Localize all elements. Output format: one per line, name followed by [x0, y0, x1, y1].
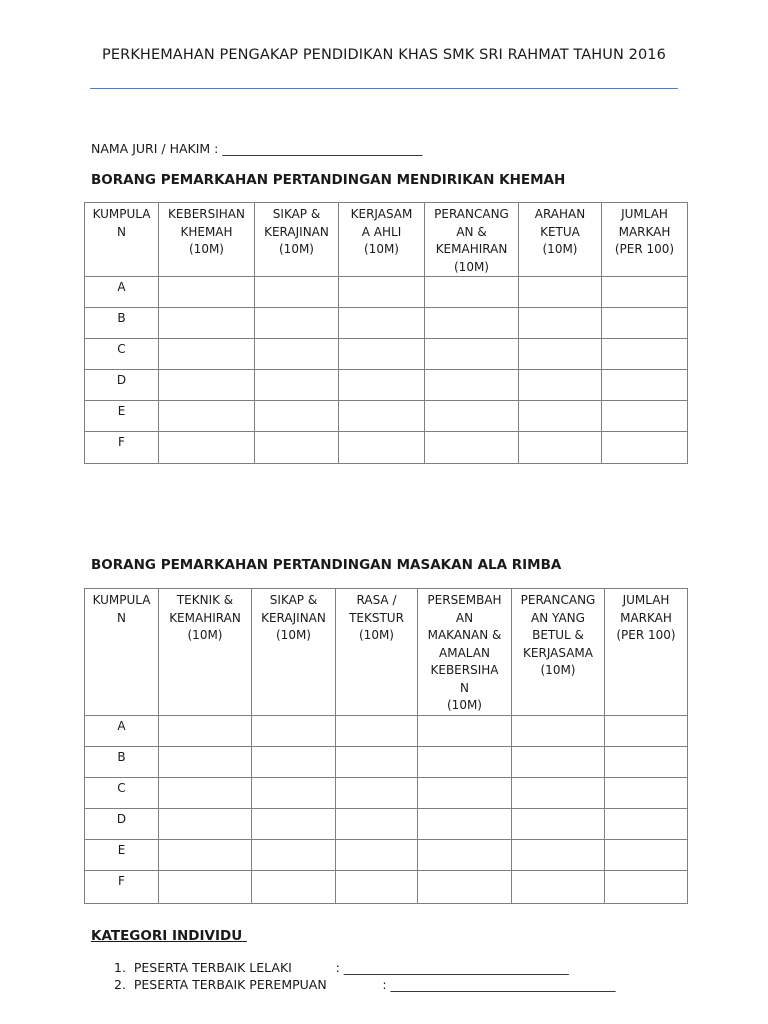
judge-name-line: NAMA JURI / HAKIM : ________________________________ [91, 141, 423, 156]
score-cell[interactable] [519, 339, 602, 370]
score-cell[interactable] [418, 746, 512, 777]
score-cell[interactable] [418, 715, 512, 746]
score-cell[interactable] [339, 370, 425, 401]
score-cell[interactable] [336, 777, 418, 808]
individual-category-list [114, 959, 616, 993]
group-label: E [85, 839, 159, 870]
total-cell[interactable] [605, 839, 688, 870]
group-label: D [85, 370, 159, 401]
score-cell[interactable] [159, 370, 255, 401]
form2-header-presentation: PERSEMBAH AN MAKANAN & AMALAN KEBERSIHA N (10M) [418, 589, 512, 716]
form2-header-taste: RASA / TEKSTUR (10M) [336, 589, 418, 716]
table-row [85, 370, 688, 401]
score-cell[interactable] [255, 277, 339, 308]
total-cell[interactable] [602, 401, 688, 432]
form2-header-total: JUMLAH MARKAH (PER 100) [605, 589, 688, 716]
score-cell[interactable] [512, 808, 605, 839]
score-cell[interactable] [336, 808, 418, 839]
score-cell[interactable] [159, 746, 252, 777]
score-cell[interactable] [339, 432, 425, 464]
form1-header-cleanliness: KEBERSIHAN KHEMAH (10M) [159, 203, 255, 277]
score-cell[interactable] [512, 715, 605, 746]
score-cell[interactable] [252, 777, 336, 808]
score-cell[interactable] [418, 839, 512, 870]
score-cell[interactable] [519, 401, 602, 432]
list-item: 2. PESERTA TERBAIK PEREMPUAN : ____________________________________ [114, 977, 616, 992]
individual-category-heading: KATEGORI INDIVIDU [91, 928, 247, 944]
form2-header-planning: PERANCANG AN YANG BETUL & KERJASAMA (10M) [512, 589, 605, 716]
score-cell[interactable] [159, 715, 252, 746]
form1-header-attitude: SIKAP & KERAJINAN (10M) [255, 203, 339, 277]
form1-header-leader: ARAHAN KETUA (10M) [519, 203, 602, 277]
score-cell[interactable] [512, 746, 605, 777]
form1-header-planning: PERANCANG AN & KEMAHIRAN (10M) [425, 203, 519, 277]
score-cell[interactable] [519, 308, 602, 339]
total-cell[interactable] [602, 370, 688, 401]
group-label: B [85, 746, 159, 777]
score-cell[interactable] [159, 777, 252, 808]
score-cell[interactable] [519, 370, 602, 401]
table-row [85, 715, 688, 746]
score-cell[interactable] [159, 839, 252, 870]
form1-header-teamwork: KERJASAM A AHLI (10M) [339, 203, 425, 277]
list-item: 1. PESERTA TERBAIK LELAKI : ____________________________________ [114, 960, 569, 975]
score-cell[interactable] [425, 277, 519, 308]
group-label: F [85, 432, 159, 464]
total-cell[interactable] [602, 339, 688, 370]
score-cell[interactable] [159, 401, 255, 432]
score-cell[interactable] [252, 808, 336, 839]
form2-header-attitude: SIKAP & KERAJINAN (10M) [252, 589, 336, 716]
total-cell[interactable] [605, 746, 688, 777]
group-label: E [85, 401, 159, 432]
form1-header-row [85, 203, 688, 277]
score-cell[interactable] [159, 277, 255, 308]
score-cell[interactable] [159, 308, 255, 339]
form2-score-table [84, 588, 688, 904]
form1-header-group: KUMPULA N [85, 203, 159, 277]
total-cell[interactable] [605, 870, 688, 903]
group-label: F [85, 870, 159, 903]
score-cell[interactable] [418, 777, 512, 808]
group-label: A [85, 277, 159, 308]
score-cell[interactable] [339, 339, 425, 370]
title-divider [90, 88, 678, 89]
score-cell[interactable] [418, 870, 512, 903]
score-cell[interactable] [339, 401, 425, 432]
form2-header-technique: TEKNIK & KEMAHIRAN (10M) [159, 589, 252, 716]
table-row [85, 777, 688, 808]
score-cell[interactable] [255, 401, 339, 432]
score-cell[interactable] [255, 370, 339, 401]
total-cell[interactable] [605, 715, 688, 746]
score-cell[interactable] [252, 870, 336, 903]
score-cell[interactable] [425, 370, 519, 401]
table-row [85, 401, 688, 432]
score-cell[interactable] [159, 339, 255, 370]
score-cell[interactable] [336, 839, 418, 870]
group-label: C [85, 777, 159, 808]
table-row [85, 808, 688, 839]
total-cell[interactable] [602, 432, 688, 464]
score-cell[interactable] [159, 870, 252, 903]
score-cell[interactable] [255, 308, 339, 339]
table-row [85, 308, 688, 339]
total-cell[interactable] [602, 277, 688, 308]
table-row [85, 339, 688, 370]
score-cell[interactable] [255, 339, 339, 370]
score-cell[interactable] [336, 746, 418, 777]
score-cell[interactable] [336, 715, 418, 746]
table-row [85, 432, 688, 464]
table-row [85, 839, 688, 870]
score-cell[interactable] [336, 870, 418, 903]
form1-heading: BORANG PEMARKAHAN PERTANDINGAN MENDIRIKAN KHEMAH [91, 172, 566, 188]
form2-heading: BORANG PEMARKAHAN PERTANDINGAN MASAKAN ALA RIMBA [91, 557, 562, 573]
score-cell[interactable] [255, 432, 339, 464]
total-cell[interactable] [605, 777, 688, 808]
total-cell[interactable] [602, 308, 688, 339]
score-cell[interactable] [512, 870, 605, 903]
score-cell[interactable] [425, 308, 519, 339]
score-cell[interactable] [519, 432, 602, 464]
form2-header-group: KUMPULA N [85, 589, 159, 716]
score-cell[interactable] [418, 808, 512, 839]
score-cell[interactable] [339, 277, 425, 308]
document-title: PERKHEMAHAN PENGAKAP PENDIDIKAN KHAS SMK SRI RAHMAT TAHUN 2016 [102, 47, 666, 63]
score-cell[interactable] [425, 432, 519, 464]
score-cell[interactable] [425, 401, 519, 432]
table-row [85, 746, 688, 777]
score-cell[interactable] [512, 839, 605, 870]
score-cell[interactable] [159, 808, 252, 839]
group-label: D [85, 808, 159, 839]
score-cell[interactable] [519, 277, 602, 308]
total-cell[interactable] [605, 808, 688, 839]
score-cell[interactable] [512, 777, 605, 808]
group-label: C [85, 339, 159, 370]
form1-header-total: JUMLAH MARKAH (PER 100) [602, 203, 688, 277]
score-cell[interactable] [425, 339, 519, 370]
form2-header-row [85, 589, 688, 716]
table-row [85, 277, 688, 308]
group-label: B [85, 308, 159, 339]
score-cell[interactable] [252, 715, 336, 746]
table-row [85, 870, 688, 903]
score-cell[interactable] [252, 839, 336, 870]
form1-score-table [84, 202, 688, 464]
score-cell[interactable] [252, 746, 336, 777]
score-cell[interactable] [339, 308, 425, 339]
group-label: A [85, 715, 159, 746]
score-cell[interactable] [159, 432, 255, 464]
